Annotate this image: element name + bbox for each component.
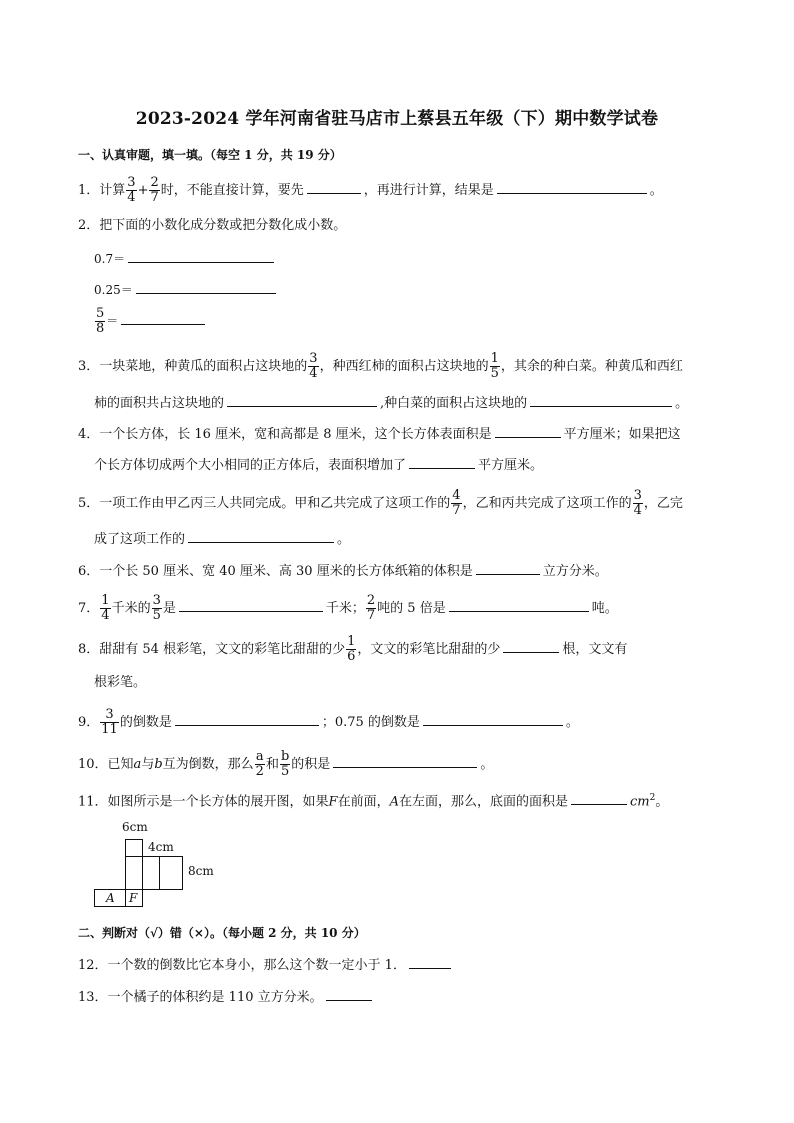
q3-text-c: ，其余的种白菜。种黄瓜和西红 bbox=[500, 359, 683, 374]
q1-text-b: 时，不能直接计算，要先 bbox=[160, 183, 304, 198]
question-4-line-2 bbox=[94, 455, 543, 475]
plus-sign: + bbox=[137, 183, 149, 198]
answer-blank[interactable] bbox=[136, 280, 276, 294]
question-3 bbox=[78, 352, 683, 381]
fraction: $\frac{a}{2}$ bbox=[255, 749, 264, 779]
q4-text-b: 平方厘米；如果把这 bbox=[563, 427, 681, 442]
period: 。 bbox=[480, 757, 494, 772]
question-10 bbox=[78, 750, 493, 779]
answer-blank[interactable] bbox=[497, 180, 647, 194]
answer-blank[interactable] bbox=[121, 311, 205, 325]
q3-text-e: ,种白菜的面积占这块地的 bbox=[380, 396, 528, 411]
period: 。 bbox=[337, 532, 351, 547]
question-11 bbox=[78, 789, 668, 811]
fraction: $\frac{5}{8}$ bbox=[96, 306, 105, 336]
cuboid-net-diagram bbox=[94, 820, 244, 910]
answer-blank[interactable] bbox=[128, 249, 274, 263]
q11-text-c: 在左面，那么，底面的面积是 bbox=[398, 794, 568, 810]
question-4 bbox=[78, 424, 681, 444]
q3-text-a: 3．一块菜地，种黄瓜的面积占这块地的 bbox=[78, 359, 308, 374]
question-6 bbox=[78, 561, 608, 581]
q1-text-c: ，再进行计算，结果是 bbox=[363, 183, 494, 198]
q7-text-e: 吨的 5 倍是 bbox=[377, 601, 446, 616]
answer-blank[interactable] bbox=[530, 393, 672, 407]
q13-text: 13．一个橘子的体积约是 110 立方分米。 bbox=[78, 990, 323, 1005]
section-2-heading: 二、判断对（√）错（×）。（每小题 2 分，共 10 分） bbox=[78, 926, 366, 940]
q7-text-f: 吨。 bbox=[591, 601, 618, 616]
q7-text-d: 千米； bbox=[325, 601, 365, 616]
period: 。 bbox=[649, 183, 663, 198]
page-title: 2023-2024 学年河南省驻马店市上蔡县五年级（下）期中数学试卷 bbox=[135, 109, 659, 129]
question-1 bbox=[78, 176, 663, 205]
q12-text: 12．一个数的倒数比它本身小，那么这个数一定小于 1． bbox=[78, 958, 406, 973]
q4-text-d: 平方厘米。 bbox=[478, 458, 544, 473]
answer-blank[interactable] bbox=[307, 180, 361, 194]
answer-blank[interactable] bbox=[503, 639, 559, 653]
period: 。 bbox=[675, 396, 689, 411]
q8-text-b: ，文文的彩笔比甜甜的少 bbox=[357, 642, 501, 657]
fraction: $\frac{1}{6}$ bbox=[347, 634, 356, 664]
net-face-top bbox=[125, 839, 143, 857]
question-8-line-2: 根彩笔。 bbox=[94, 675, 147, 690]
fraction: $\frac{3}{11}$ bbox=[101, 707, 118, 737]
question-9 bbox=[78, 708, 579, 737]
answer-blank[interactable] bbox=[175, 712, 319, 726]
q7-text-a: 7． bbox=[78, 601, 100, 616]
q8-text-c: 根，文文有 bbox=[562, 642, 628, 657]
q7-text-c: 是 bbox=[162, 601, 176, 616]
q5-text-c: ，乙完 bbox=[643, 496, 683, 511]
q2-item-2-label: 0.25＝ bbox=[94, 283, 133, 297]
period: 。 bbox=[655, 794, 669, 810]
question-5 bbox=[78, 489, 683, 518]
q9-text-c: ；0.75 的倒数是 bbox=[321, 715, 420, 730]
fraction: $\frac{3}{4}$ bbox=[633, 488, 642, 518]
variable-b: b bbox=[154, 757, 163, 772]
q5-text-b: ，乙和丙共完成了这项工作的 bbox=[462, 496, 632, 511]
question-2: 2．把下面的小数化成分数或把分数化成小数。 bbox=[78, 218, 347, 233]
q3-text-d: 柿的面积共占这块地的 bbox=[94, 396, 225, 411]
answer-blank[interactable] bbox=[409, 455, 475, 469]
answer-blank[interactable] bbox=[326, 987, 372, 1001]
answer-blank[interactable] bbox=[449, 598, 589, 612]
net-face bbox=[159, 856, 183, 890]
answer-blank[interactable] bbox=[188, 529, 334, 543]
label-f: F bbox=[129, 891, 138, 905]
answer-blank[interactable] bbox=[409, 955, 451, 969]
q3-text-b: ，种西红柿的面积占这块地的 bbox=[319, 359, 489, 374]
label-6cm: 6cm bbox=[122, 820, 148, 834]
q8-text-a: 8．甜甜有 54 根彩笔，文文的彩笔比甜甜的少 bbox=[78, 642, 346, 657]
q9-text-a: 9． bbox=[78, 715, 100, 730]
q11-text-a: 11．如图所示是一个长方体的展开图，如果 bbox=[78, 794, 329, 810]
variable-a: A bbox=[389, 794, 399, 810]
answer-blank[interactable] bbox=[423, 712, 563, 726]
answer-blank[interactable] bbox=[333, 754, 477, 768]
variable-a: a bbox=[133, 757, 142, 772]
variable-f: F bbox=[328, 794, 338, 810]
question-5-line-2 bbox=[94, 529, 350, 549]
q5-text-a: 5．一项工作由甲乙丙三人共同完成。甲和乙共完成了这项工作的 bbox=[78, 496, 451, 511]
answer-blank[interactable] bbox=[179, 598, 323, 612]
q2-item-2 bbox=[94, 280, 279, 298]
fraction: $\frac{3}{4}$ bbox=[127, 175, 136, 205]
unit-cm: cm bbox=[630, 794, 650, 810]
label-a: A bbox=[106, 891, 115, 905]
q6-text-b: 立方分米。 bbox=[542, 564, 608, 579]
fraction: $\frac{3}{5}$ bbox=[152, 593, 161, 623]
label-4cm: 4cm bbox=[148, 840, 174, 854]
q10-text-b: 与 bbox=[141, 757, 155, 772]
question-13 bbox=[78, 987, 375, 1007]
q10-text-e: 的积是 bbox=[291, 757, 331, 772]
q5-text-d: 成了这项工作的 bbox=[94, 532, 186, 547]
q2-item-3 bbox=[94, 307, 208, 336]
unit-exponent: 2 bbox=[649, 793, 656, 803]
section-1-heading: 一、认真审题，填一填。（每空 1 分，共 19 分） bbox=[78, 148, 342, 162]
net-face bbox=[125, 856, 143, 890]
q4-text-a: 4．一个长方体，长 16 厘米，宽和高都是 8 厘米，这个长方体表面积是 bbox=[78, 427, 492, 442]
fraction: $\frac{1}{4}$ bbox=[101, 593, 110, 623]
q10-text-d: 和 bbox=[265, 757, 279, 772]
q2-item-1 bbox=[94, 249, 277, 267]
question-7 bbox=[78, 594, 618, 623]
answer-blank[interactable] bbox=[476, 561, 540, 575]
q10-text-a: 10．已知 bbox=[78, 757, 134, 772]
q11-text-b: 在前面， bbox=[337, 794, 390, 810]
q7-text-b: 千米的 bbox=[111, 601, 151, 616]
question-8 bbox=[78, 635, 627, 664]
fraction: $\frac{4}{7}$ bbox=[452, 488, 461, 518]
label-8cm: 8cm bbox=[188, 864, 214, 878]
fraction: $\frac{2}{7}$ bbox=[366, 593, 376, 623]
fraction: $\frac{2}{7}$ bbox=[150, 175, 159, 205]
answer-blank[interactable] bbox=[227, 393, 377, 407]
q1-text-a: 1．计算 bbox=[78, 183, 126, 198]
fraction: $\frac{3}{4}$ bbox=[309, 351, 318, 381]
q9-text-b: 的倒数是 bbox=[119, 715, 172, 730]
fraction: $\frac{1}{5}$ bbox=[490, 351, 499, 381]
net-face bbox=[142, 856, 160, 890]
q2-item-1-label: 0.7＝ bbox=[94, 252, 126, 266]
q10-text-c: 互为倒数，那么 bbox=[162, 757, 254, 772]
answer-blank[interactable] bbox=[495, 424, 561, 438]
question-3-line-2 bbox=[94, 393, 688, 413]
answer-blank[interactable] bbox=[571, 791, 627, 805]
q6-text-a: 6．一个长 50 厘米、宽 40 厘米、高 30 厘米的长方体纸箱的体积是 bbox=[78, 564, 473, 579]
period: 。 bbox=[565, 715, 579, 730]
q4-text-c: 个长方体切成两个大小相同的正方体后，表面积增加了 bbox=[94, 458, 407, 473]
question-12 bbox=[78, 955, 454, 975]
fraction: $\frac{b}{5}$ bbox=[280, 749, 290, 779]
equals-sign: ＝ bbox=[106, 314, 119, 328]
